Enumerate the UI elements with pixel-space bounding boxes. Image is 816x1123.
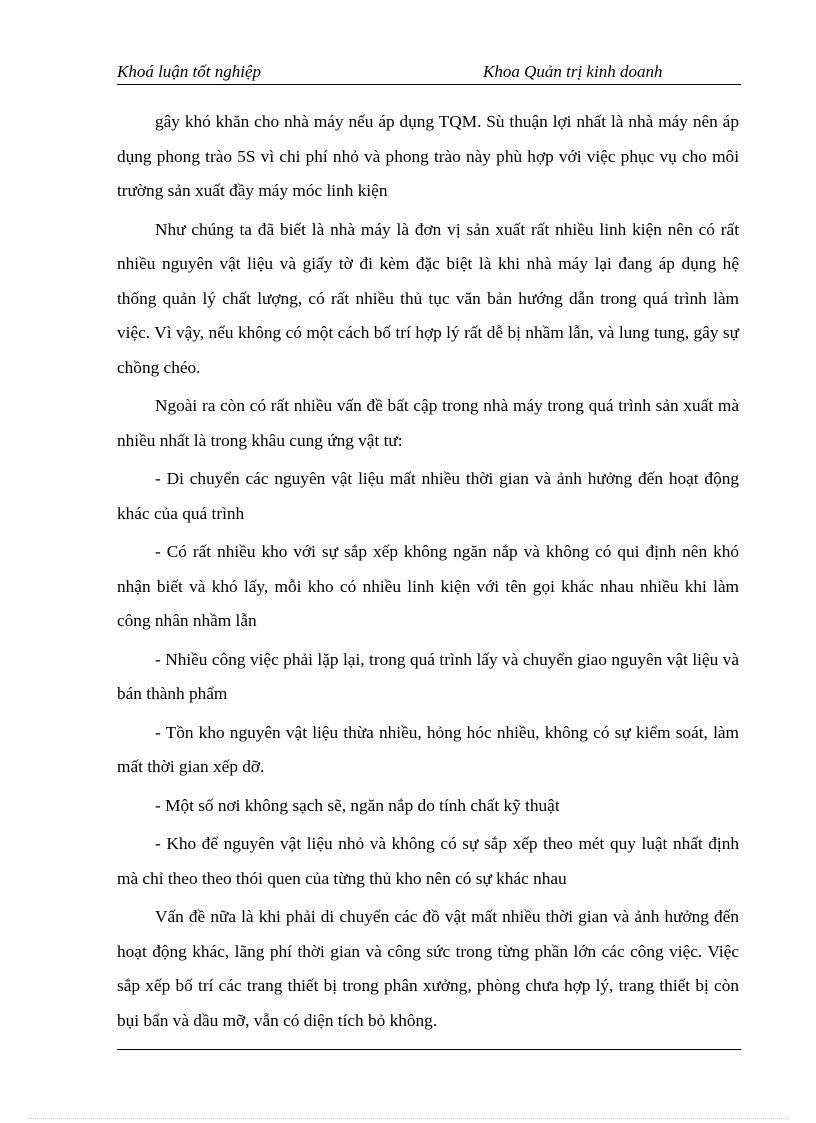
header-faculty-label: Khoa Quản trị kinh doanh — [483, 62, 663, 81]
paragraph: Như chúng ta đã biết là nhà máy là đơn vị sản xuất rất nhiều linh kiện nên có rất nhiều nguyên vật liệu và giấy tờ đi kèm đặc biệt là khi nhà máy lại đang áp dụng hệ thống quản lý chất lượng, có rất nhiều thủ tục văn bản hướng dẫn trong quá trình làm việc. Vì vậy, nếu không có một cách bố trí hợp lý rất dễ bị nhầm lẫn, và lung tung, gây sự chồng chéo. — [117, 219, 739, 377]
page-header — [117, 62, 741, 85]
bullet-item: - Có rất nhiều kho với sự sắp xếp không ngăn nắp và không có qui định nên khó nhận biết và khó lấy, mỗi kho có nhiều linh kiện với tên gọi khác nhau nhiều khi làm công nhân nhầm lẫn — [117, 542, 739, 630]
paragraph: gây khó khăn cho nhà máy nếu áp dụng TQM. Sù thuận lợi nhất là nhà máy nên áp dụng phong trào 5S vì chi phí nhỏ và phong trào này phù hợp với việc phục vụ cho môi trường sản xuất đầy máy móc linh kiện — [117, 112, 739, 200]
bullet-item: - Kho để nguyên vật liệu nhỏ và không có sự sắp xếp theo mét quy luật nhất định mà chỉ theo theo thói quen của từng thủ kho nên có sự khác nhau — [117, 834, 739, 888]
paragraph: Ngoài ra còn có rất nhiều vấn đề bất cập trong nhà máy trong quá trình sản xuất mà nhiều nhất là trong khâu cung ứng vật tư: — [117, 396, 739, 450]
bullet-item: - Di chuyển các nguyên vật liệu mất nhiều thời gian và ảnh hưởng đến hoạt động khác của quá trình — [117, 469, 739, 523]
document-body — [117, 105, 739, 1038]
bullet-item: - Tồn kho nguyên vật liệu thừa nhiều, hỏng hóc nhiều, không có sự kiểm soát, làm mất thời gian xếp dỡ. — [117, 722, 739, 776]
footer-divider — [117, 1049, 741, 1050]
bullet-item: - Một số nơi không sạch sẽ, ngăn nắp do tính chất kỹ thuật — [155, 795, 560, 815]
paragraph: Vấn đề nữa là khi phải di chuyển các đồ vật mất nhiều thời gian và ảnh hưởng đến hoạt động khác, lãng phí thời gian và công sức trong từng phần lớn các công việc. Việc sắp xếp bố trí các trang thiết bị trong phân xưởng, phòng chưa hợp lý, trang thiết bị còn bụi bẩn và dầu mỡ, vẫn có diện tích bỏ không. — [117, 907, 739, 1030]
page-bottom-edge — [28, 1118, 788, 1119]
header-thesis-label: Khoá luận tốt nghiệp — [117, 62, 262, 81]
bullet-item: - Nhiều công việc phải lặp lại, trong quá trình lấy và chuyển giao nguyên vật liệu và bán thành phẩm — [117, 649, 739, 703]
